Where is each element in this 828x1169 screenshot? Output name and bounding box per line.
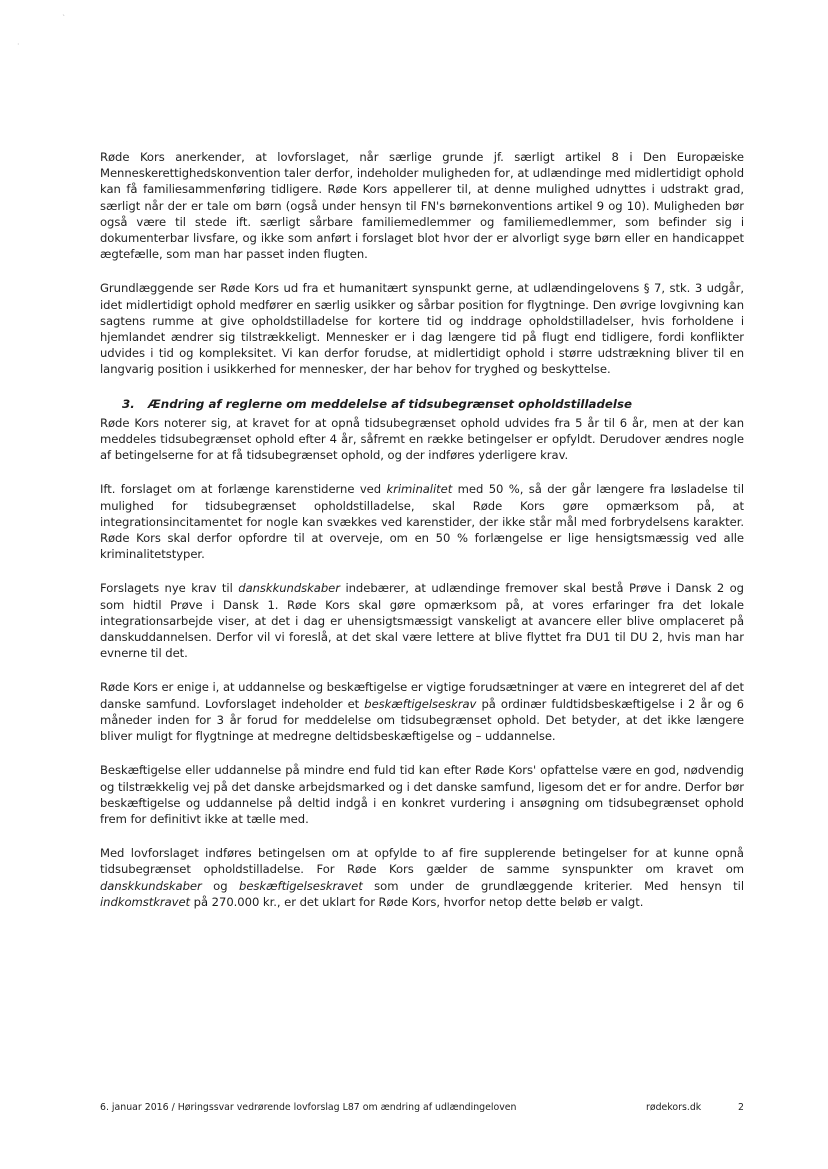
text-run: Røde Kors er enige i, at uddannelse og beskæftigelse er vigtige forudsætninger at være en integreret del af det danske samfund. Lovforslaget indeholder et xyxy=(100,680,744,711)
paragraph-family-reunification: Røde Kors anerkender, at lovforslaget, når særlige grunde jf. særligt artikel 8 i Den Europæiske Menneskerettighedskonvention taler derfor, indeholder muligheden for, at udlændinge med midlertidigt ophold kan få familiesammenføring tidligere. Røde Kors appellerer til, at denne mulighed udnyttes i udstrakt grad, særligt når der er tale om børn (også under hensyn til FN's børnekonventions artikel 9 og 10). Muligheden bør også være til stede ift. særligt sårbare familiemedlemmer og familiemedlemmer, som befinder sig i dokumenterbar livsfare, og ikke som anført i forslaget blot hvor der er alvorligt syge børn eller en handicappet ægtefælle, som man har passet inden flugten. xyxy=(100,150,744,262)
text-run: på ordinær fuldtidsbeskæftigelse i 2 år og 6 måneder inden for 3 år forud for meddelelse om tidsubegrænset ophold. Det betyder, at det ikke længere bliver muligt for flygtninge at medregne deltidsbeskæftigelse og – uddannelse. xyxy=(100,696,744,744)
text-run: Med lovforslaget indføres betingelsen om at opfylde to af fire supplerende betingelser for at kunne opnå tidsubegrænset opholdstilladelse. For Røde Kors gælder de samme synspunkter om kravet om xyxy=(100,846,744,877)
text-run: Forslagets nye krav til xyxy=(100,581,239,596)
text-run: med 50 %, så der går længere fra løsladelse til mulighed for tidsubegrænset opholdstilladelse, skal Røde Kors gøre opmærksom på, at integrationsincitamentet for nogle kan svækkes ved karenstider, der ikke står mål med forbrydelsens karakter. Røde Kors skal derfor opfordre til at overveje, om en 50 % forlængelse er lige hensigtsmæssig ved alle kriminalitetstyper. xyxy=(100,482,744,562)
scan-mark: · xyxy=(17,40,20,49)
text-run: Ift. forslaget om at forlænge karenstiderne ved xyxy=(100,482,387,497)
emphasis-employment-requirement: beskæftigelseskravet xyxy=(239,878,363,893)
emphasis-criminality: kriminalitet xyxy=(386,482,453,497)
paragraph-part-time: Beskæftigelse eller uddannelse på mindre end fuld tid kan efter Røde Kors' opfattelse være en god, nødvendig og tilstrækkelig vej på det danske arbejdsmarked og i det danske samfund, ligesom det er for andre. Derfor bør beskæftigelse og uddannelse på deltid indgå i en konkret vurdering i ansøgning om tidsubegrænset ophold frem for definitivt ikke at tælle med. xyxy=(100,763,744,826)
section-title: Ændring af reglerne om meddelelse af tidsubegrænset opholdstilladelse xyxy=(148,396,632,411)
emphasis-danish-skills: danskkundskaber xyxy=(238,581,340,596)
document-body xyxy=(100,149,744,928)
text-run: indebærer, at udlændinge fremover skal bestå Prøve i Dansk 2 og som hidtil Prøve i Dansk 1. Røde Kors skal gøre opmærksom på, at vores erfaringer fra det lokale integrationsarbejde viser, at det i dag er uhensigtsmæssigt vanskeligt at avancere eller blive omplaceret på danskuddannelsen. Derfor vil vi foreslå, at det skal være lettere at blive flyttet fra DU1 til DU 2, hvis man har evnerne til det. xyxy=(100,581,744,661)
section-number: 3. xyxy=(122,396,135,411)
paragraph-temporary-residence: Grundlæggende ser Røde Kors ud fra et humanitært synspunkt gerne, at udlændingelovens § 7, stk. 3 udgår, idet midlertidigt ophold medfører en særlig usikker og sårbar position for flygtninge. Den øvrige lovgivning kan sagtens rumme at give opholdstilladelse for kortere tid og inddrage opholdstilladelser, hvis forholdene i hjemlandet ændrer sig tilstrækkeligt. Mennesker er i dag længere tid på flugt end tidligere, fordi konflikter udvides i tid og kompleksitet. Vi kan derfor forudse, at midlertidigt ophold i større udstrækning bliver til en langvarig position i usikkerhed for mennesker, der har behov for tryghed og beskyttelse. xyxy=(100,281,744,377)
footer-website-link[interactable]: rødekors.dk xyxy=(646,1102,702,1113)
footer-document-info: 6. januar 2016 / Høringssvar vedrørende lovforslag L87 om ændring af udlændingeloven xyxy=(100,1102,517,1113)
paragraph-criminality xyxy=(100,481,744,562)
emphasis-employment: beskæftigelseskrav xyxy=(364,696,477,711)
text-run: på 270.000 kr., er det uklart for Røde Kors, hvorfor netop dette beløb er valgt. xyxy=(190,894,644,909)
paragraph-danish-skills xyxy=(100,580,744,661)
paragraph-permanent-residence: Røde Kors noterer sig, at kravet for at opnå tidsubegrænset ophold udvides fra 5 år til 6 år, men at der kan meddeles tidsubegrænset ophold efter 4 år, såfremt en række betingelser er opfyldt. Derudover ændres nogle af betingelserne for at få tidsubegrænset ophold, og der indføres yderligere krav. xyxy=(100,415,744,463)
paragraph-employment xyxy=(100,679,744,744)
paragraph-supplementary-conditions xyxy=(100,845,744,910)
section-heading xyxy=(100,396,744,412)
scan-mark: ˋ xyxy=(62,14,66,23)
text-run: og xyxy=(201,878,240,893)
emphasis-income-requirement: indkomstkravet xyxy=(100,894,191,909)
text-run: som under de grundlæggende kriterier. Med hensyn til xyxy=(362,878,745,893)
emphasis-danish-skills: danskkundskaber xyxy=(100,878,202,893)
page-number: 2 xyxy=(738,1102,744,1113)
